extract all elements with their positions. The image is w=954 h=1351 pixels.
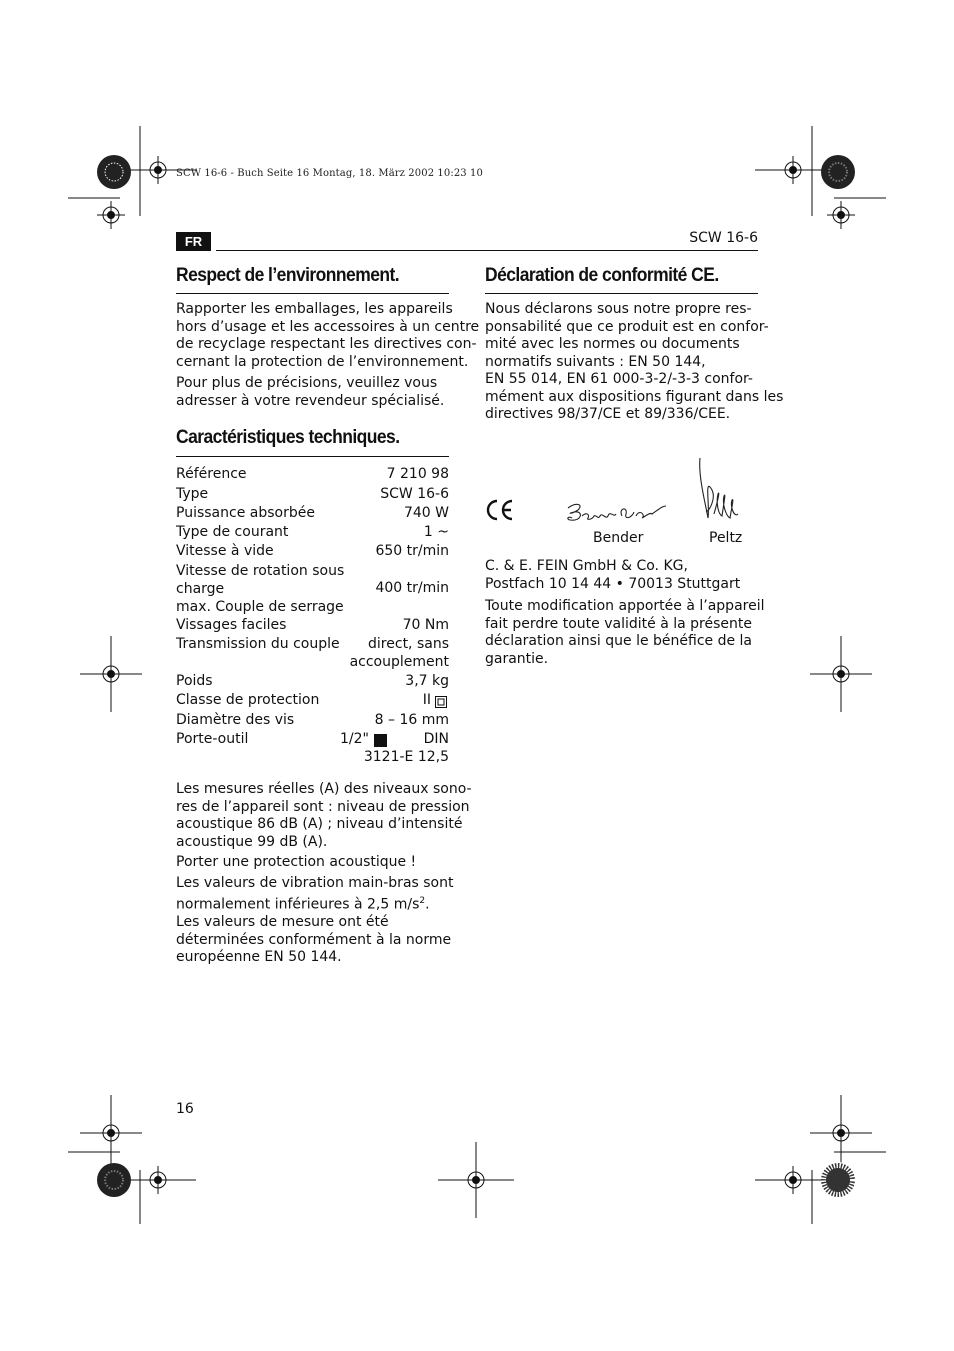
spec-value: 1 ~ [423,524,449,540]
vibration-line-1: Les valeurs de vibration main-bras sont [176,875,454,891]
technical-heading: Caractéristiques techniques. [176,427,400,448]
company-address: C. & E. FEIN GmbH & Co. KG, Postfach 10 14 44 • 70013 Stuttgart [485,558,741,592]
measurement-paragraph: Les valeurs de mesure ont été déterminées conformément à la norme européenne EN 50 144. [176,914,452,965]
conformity-heading-rule [485,293,758,294]
language-badge: FR [176,232,211,251]
spec-row [176,466,449,484]
spec-label: Type de courant [176,524,289,540]
spec-label: Transmission du couple [176,636,340,652]
spec-value: 70 Nm [402,617,449,633]
spec-value: 7 210 98 [386,466,449,482]
spec-value: SCW 16-6 [380,486,449,502]
spec-label: Poids [176,673,213,689]
spec-row [176,731,449,767]
spec-row [176,505,449,523]
print-info-line: SCW 16-6 - Buch Seite 16 Montag, 18. März 2002 10:23 10 [176,168,483,179]
spec-row [176,636,449,672]
spec-row [176,673,449,691]
technical-heading-rule [176,456,449,457]
noise-paragraph: Les mesures réelles (A) des niveaux sono- res de l’appareil sont : niveau de pression acoustique 86 dB (A) ; niveau d’intensité acoustique 99 dB (A). [176,781,472,850]
spec-value-suffix: DIN 3121-E 12,5 [363,731,449,765]
signer-bender: Bender [593,530,644,546]
spec-label: Référence [176,466,247,482]
peltz-signature [694,456,746,526]
spec-label: Vitesse de rotation sous charge [176,563,345,597]
spec-label: Classe de protection [176,692,320,708]
spec-value: 740 W [403,505,449,521]
environment-heading: Respect de l’environnement. [176,265,400,286]
bender-signature [562,496,670,530]
vibration-paragraph [176,875,453,914]
spec-value: 650 tr/min [375,543,449,559]
protection-class-ii-icon [435,696,447,708]
header-rule [216,250,758,251]
spec-label: Vitesse à vide [176,543,274,559]
spec-label: Type [176,486,209,502]
environment-paragraph-2: Pour plus de précisions, veuillez vous adresser à votre revendeur spécialisé. [176,375,445,409]
spec-value: 400 tr/min [375,580,449,596]
spec-value: 8 – 16 mm [374,712,449,728]
environment-paragraph-1: Rapporter les emballages, les appareils hors d’usage et les accessoires à un centre de recyclage respectant les directives con- cernant la protection de l’environnement. [176,301,480,370]
spec-label: Diamètre des vis [176,712,295,728]
superscript: 2 [419,895,426,906]
vibration-line-2 [176,893,453,914]
environment-heading-rule [176,293,449,294]
conformity-paragraph: Nous déclarons sous notre propre res- ponsabilité que ce produit est en confor- mité avec les normes ou documents normatifs suivants : EN 50 144, EN 55 014, EN 61 000-3-2/-3-3 confor- mément aux dispositions figurant dans les directives 98/37/CE et 89/336/CEE. [485,301,784,422]
spec-row [176,712,449,730]
vibration-line-2-text: normalement inférieures à 2,5 m/s [176,896,420,913]
spec-label: Vissages faciles [176,617,287,633]
spec-row [176,486,449,504]
spec-row [176,599,449,617]
hearing-protection-note: Porter une protection acoustique ! [176,854,417,870]
spec-value: II [422,692,431,708]
spec-row [176,524,449,542]
spec-label: max. Couple de serrage [176,599,344,615]
spec-row [176,563,449,599]
page-number: 16 [176,1101,194,1117]
ce-mark-icon [485,499,515,521]
model-code: SCW 16-6 [689,230,758,246]
vibration-line-end: . [425,896,430,913]
signer-peltz: Peltz [709,530,743,546]
spec-value: 3,7 kg [405,673,449,689]
spec-label: Puissance absorbée [176,505,315,521]
spec-row [176,692,449,710]
conformity-heading: Déclaration de conformité CE. [485,265,719,286]
spec-value: direct, sans accouplement [349,636,449,670]
spec-row [176,617,449,635]
spec-label: Porte-outil [176,731,249,747]
spec-row [176,543,449,561]
spec-value: 1/2" [340,731,369,747]
disclaimer-paragraph: Toute modification apportée à l’appareil fait perdre toute validité à la présente déclaration ainsi que le bénéfice de la garantie. [485,598,765,667]
